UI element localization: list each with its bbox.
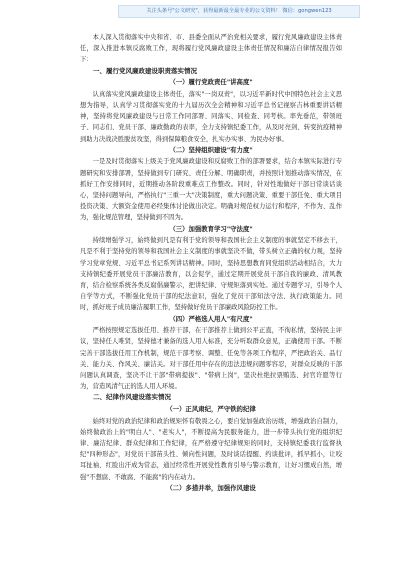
section-heading-1: 一、履行党风廉政建设职责落实情况 [93,66,197,75]
paragraph-1-1: 认真落实党风廉政建设主体责任，落实"一岗双责"，以习近平新时代中国特色社会主义思想为指导，认真学习贯彻落实党的十九届历次全会精神和习近平总书记视察吉林重要讲话精神，坚持将党风廉政建设与日常工作同部署、同落实、同检查、同考核。率先垂范，带领班子、同志们、党员干部、廉政勤政的表率，全力支持镇纪委工作，从及时亮剑、转变抗疫精神到助力决战决胜脱贫攻坚，得到保障粮食安全，扎实办实事、为民办好事。 [80,90,342,143]
subsection-heading-1-4: （四）严格选人用人"有尺度" [169,314,253,323]
subsection-heading-1-1: （一）履行党政责任"讲高度" [169,78,253,87]
subsection-heading-2-1: （一）正风肃纪，严守铁的纪律 [166,405,256,414]
subsection-heading-2-2: （二）多措并举，加强作风建设 [166,483,256,492]
paragraph-2-1: 始终对党的政治纪律和政治规矩怀有敬畏之心，要自觉加强政治历练，增强政治自制力，始终做政治上的"明白人"、"老实人"，不断提高为民服务能力，进一步带头执行党的组织纪律、廉洁纪律、群众纪律和工作纪律，在严格遵守纪律规矩的同时，支持镇纪委我行监督执纪"四种形态"，对党员干部苗头性、倾向性问题，及时谈话提醒、约谈批评，抓早抓小，让咬耳扯袖、红脸出汗成为常态，通过经常性开展党性教育引导与警示教育，让好习惯成自然，增强"不想腐、不敢腐、不能腐"的内在动力。 [80,417,342,481]
document-body [80,32,342,494]
subsection-heading-1-2: （二）坚持组织建设"有力度" [169,145,253,154]
paragraph-1-3: 持续增强学习，始终做到凡是有利于党的领导和我国社会主义制度的事就坚定不移去干，凡是不利于坚持党的领导和我国社会主义制度的事就坚决不做，带头树立正确的权力观，坚持学习党章党规、习近平总书记系列讲话精神。同时，坚持思想教育同党组织活动相结合，大力支持镇纪委开展党员干部廉洁教育，以会促学，通过定期开展党员干部自我的廉政、清风教育，结合检察系统各类反腐倡廉警示，把讲纪律、守规矩落到实处。通过专题学习，引导个人自学等方式，不断强化党员干部的纪法意识，强化了党员干部知法守法、执行政策能力。同时，抓好班子成员廉洁履职工作，坚持做好党员干部廉政风险防控工作。 [80,237,342,312]
header-banner[interactable]: 关注头条号"公文研究"，获得最新最全最专业的公文资料！ 微信：gongwen123 [118,5,360,18]
intro-paragraph: 本人深入贯彻落实中央和省、市、县委全面从严治党相关要求，履行党风廉政建设主体责任，深入推进本镇反腐败工作，现将履行党风廉政建设主体责任情况和廉洁自律情况报告如下： [80,34,342,64]
subsection-heading-1-3: （三）加强教育学习"守法度" [169,224,253,233]
paragraph-1-2: 一是及时贯彻落实上级关于党风廉政建设和反腐败工作的部署要求，结合本镇实际进行专题研究和安排部署，坚持做到专门研究、责任分解、明确职责，并按照计划推动落实情况，在抓好工作安排同时，近期推动各阶段重难点工作整改。同时，针对性地做好干部日常谈话谈心，坚持问题导向，严格执行"三重一大"决策制度，重大问题决策、重要干部任免、重大项目投资决策、大额资金使用必经集体讨论做出决定。明确对规范权力运行和程序，不作为、乱作为，强化规范管理，坚持做到不因为。 [80,158,342,222]
section-heading-2: 二、纪律作风建设落实情况 [93,393,171,402]
paragraph-1-4: 严格按照规定选拔任用、推荐干部，在干部推荐上做到公平正直，不徇私情，坚持民主评议，坚持任人唯贤，坚持德才兼备的选人用人标准，充分听取群众意见，正确使用干部。不断完善干部选拔任用工作机制，规范干部考察、调整、任免等各项工作程序，严把政治关、品行关、能力关、作风关、廉洁关。对干部任用中存在的违法违规问题零容忍，对群众反映的干部问题认真调查，坚决不让干部"带病提拔"、"带病上岗"，坚决杜绝拉票贿选、封官许愿等行为，营造风清气正的选人用人环境。 [80,327,342,391]
